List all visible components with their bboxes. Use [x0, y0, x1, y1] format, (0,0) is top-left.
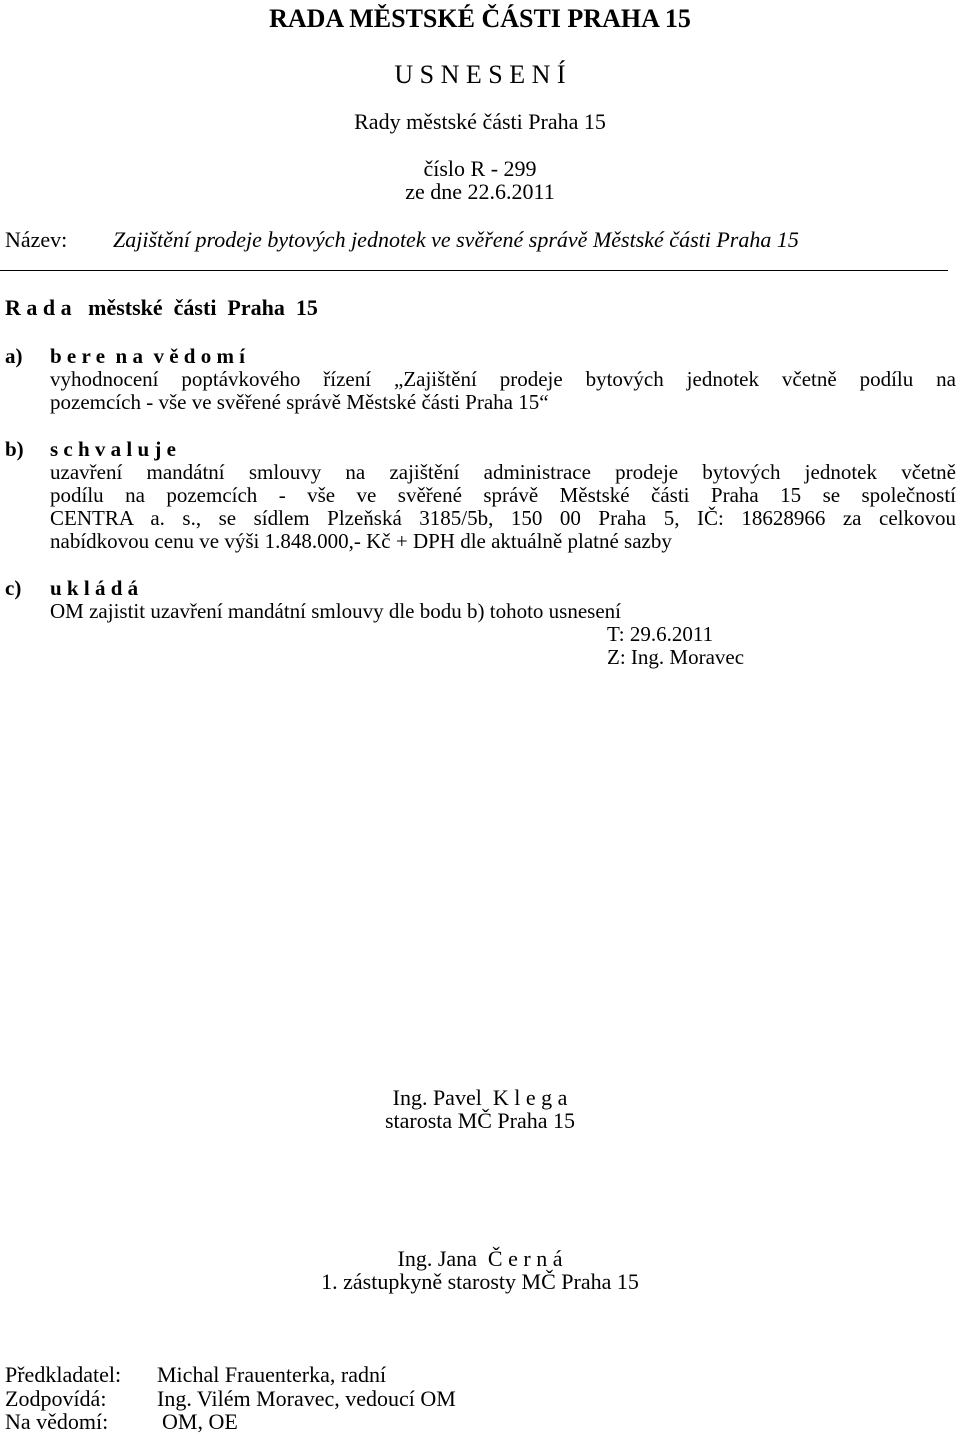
- footer-submitter-label: Předkladatel:: [5, 1362, 122, 1387]
- document-subtitle: U S N E S E N Í: [394, 60, 566, 89]
- section-b-line-1: uzavření mandátní smlouvy na zajištění administrace prodeje bytových jednotek včetně: [50, 460, 956, 484]
- section-b-line-2: podílu na pozemcích - vše ve svěřené správě Městské části Praha 15 se společností: [50, 483, 956, 507]
- section-b-line-4: nabídkovou cenu ve výši 1.848.000,- Kč + DPH dle aktuálně platné sazby: [50, 529, 672, 553]
- section-a-line-2: pozemcích - vše ve svěřené správě Městské části Praha 15“: [50, 390, 549, 414]
- section-c-marker: c): [5, 576, 22, 600]
- separator-line: [0, 270, 948, 271]
- footer-notice-label: Na vědomí:: [5, 1409, 109, 1434]
- section-a-line-1: vyhodnocení poptávkového řízení „Zajištění prodeje bytových jednotek včetně podílu na: [50, 367, 956, 391]
- section-b-verb: s c h v a l u j e: [50, 437, 176, 461]
- footer-responsible-label: Zodpovídá:: [5, 1386, 107, 1411]
- subject-text: Zajištění prodeje bytových jednotek ve svěřené správě Městské části Praha 15: [113, 227, 799, 252]
- council-heading: R a d a městské části Praha 15: [5, 295, 318, 320]
- signature-1-role: starosta MČ Praha 15: [384, 1108, 576, 1133]
- section-c-verb: u k l á d á: [50, 576, 139, 600]
- section-a-marker: a): [5, 344, 23, 368]
- subject-label: Název:: [5, 227, 68, 252]
- section-c-responsible: Z: Ing. Moravec: [607, 645, 745, 669]
- resolution-date: ze dne 22.6.2011: [405, 179, 555, 204]
- signature-1-name: Ing. Pavel K l e g a: [392, 1085, 568, 1110]
- issuer-line: Rady městské části Praha 15: [354, 109, 606, 134]
- section-a-verb: b e r e n a v ě d o m í: [50, 344, 246, 368]
- signature-2-name: Ing. Jana Č e r n á: [397, 1246, 563, 1271]
- signature-2-role: 1. zástupkyně starosty MČ Praha 15: [321, 1269, 639, 1294]
- footer-responsible-value: Ing. Vilém Moravec, vedoucí OM: [157, 1386, 456, 1411]
- section-c-line-1: OM zajistit uzavření mandátní smlouvy dle bodu b) tohoto usnesení: [50, 599, 621, 623]
- footer-submitter-value: Michal Frauenterka, radní: [157, 1362, 387, 1387]
- section-b-line-3: CENTRA a. s., se sídlem Plzeňská 3185/5b, 150 00 Praha 5, IČ: 18628966 za celkovou: [50, 506, 956, 530]
- document-title: RADA MĚSTSKÉ ČÁSTI PRAHA 15: [269, 4, 691, 33]
- footer-notice-value: OM, OE: [162, 1409, 238, 1434]
- resolution-number: číslo R - 299: [423, 156, 537, 181]
- section-b-marker: b): [5, 437, 24, 461]
- section-c-deadline: T: 29.6.2011: [607, 622, 714, 646]
